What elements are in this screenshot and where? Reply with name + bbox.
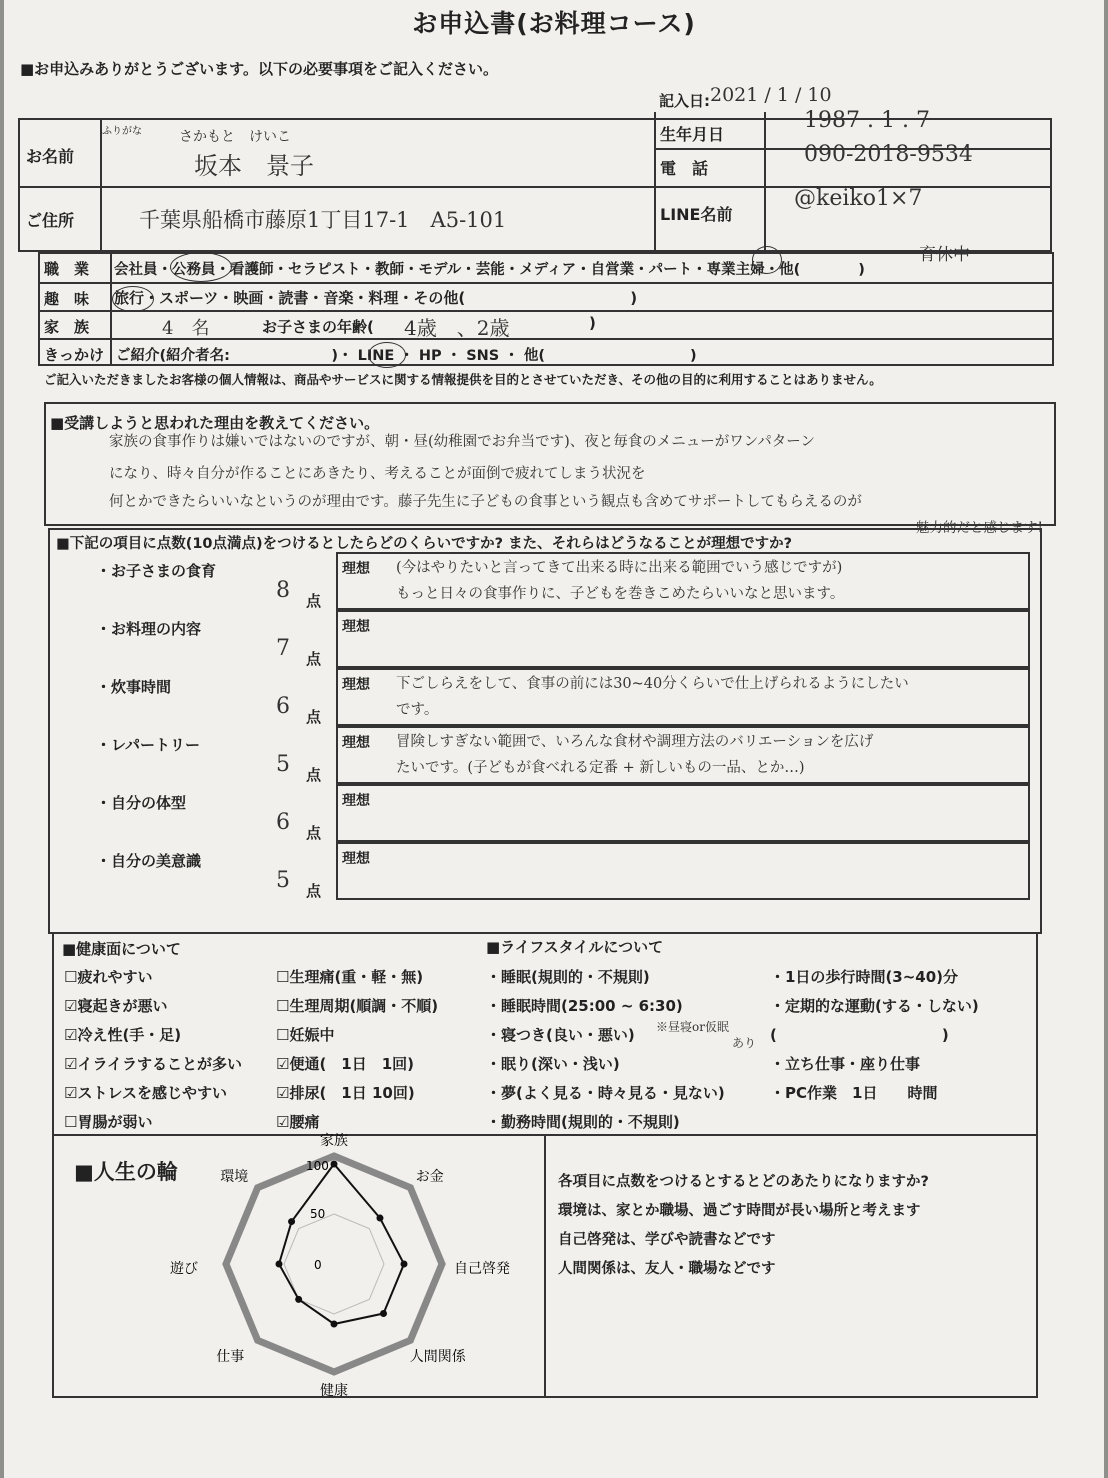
wheel-axis-label: 健康: [320, 1383, 348, 1399]
entry-date-value[interactable]: 2021 / 1 / 10: [710, 84, 832, 106]
wheel-desc-2: 環境は、家とか職場、過ごす時間が長い場所と考えます: [558, 1203, 921, 1219]
phone-value[interactable]: 090-2018-9534: [804, 142, 973, 167]
checklist-item[interactable]: ・眠り(深い・浅い): [486, 1055, 620, 1073]
score-value[interactable]: 6: [276, 694, 290, 719]
intro-text: ■お申込みありがとうございます。以下の必要事項をご記入ください。: [20, 60, 498, 78]
ideal-box[interactable]: [336, 784, 1030, 842]
ideal-text-line[interactable]: 冒険しすぎない範囲で、いろんな食材や調理方法のバリエーションを広げ: [396, 734, 874, 750]
job-note[interactable]: 育休中: [919, 245, 970, 265]
checklist-item[interactable]: ・PC作業 1日 時間: [770, 1084, 938, 1102]
checklist-item[interactable]: ☑ストレスを感じやすい: [64, 1084, 227, 1102]
score-unit: 点: [306, 824, 322, 842]
score-item-label: ・炊事時間: [96, 678, 172, 696]
line-value[interactable]: @keiko1×7: [794, 186, 923, 211]
form-title: お申込書(お料理コース): [412, 9, 696, 38]
checklist-item[interactable]: ・1日の歩行時間(3~40)分: [770, 968, 959, 986]
entry-date-label: 記入日:: [659, 92, 710, 110]
score-value[interactable]: 5: [276, 868, 290, 893]
checklist-item[interactable]: ・勤務時間(規則的・不規則): [486, 1113, 680, 1131]
children-ages[interactable]: 4歳 、2歳: [404, 316, 510, 340]
wheel-axis-label: 自己啓発: [454, 1261, 510, 1277]
job-options[interactable]: 会社員・公務員・看護師・セラピスト・教師・モデル・芸能・メディア・自営業・パート・専業主婦・他( ): [114, 262, 865, 278]
score-value[interactable]: 8: [276, 578, 290, 603]
health-heading: ■健康面について: [62, 940, 181, 958]
hobby-circle-mark: [112, 286, 154, 312]
checklist-item[interactable]: ・寝つき(良い・悪い): [486, 1026, 635, 1044]
ideal-box[interactable]: [336, 610, 1030, 668]
wheel-data-point: [331, 1161, 338, 1168]
ideal-text-line[interactable]: 下ごしらえをして、食事の前には30~40分くらいで仕上げられるようにしたい: [396, 676, 909, 692]
job-circle-mark: [170, 252, 232, 282]
address-label: ご住所: [26, 211, 75, 230]
checklist-item[interactable]: ☐疲れやすい: [64, 968, 153, 986]
wheel-axis-label: 人間関係: [409, 1348, 466, 1365]
ideal-text-line[interactable]: です。: [396, 702, 439, 718]
life-wheel-heading: ■人生の輪: [74, 1160, 178, 1184]
score-item-label: ・レパートリー: [96, 736, 200, 754]
lifestyle-note-1[interactable]: ※昼寝or仮眠: [656, 1020, 729, 1034]
trigger-circle-mark: [368, 342, 406, 368]
checklist-item[interactable]: ( ): [770, 1026, 949, 1044]
wheel-tick-label: 0: [314, 1258, 322, 1272]
checklist-item[interactable]: ・睡眠(規則的・不規則): [486, 968, 650, 986]
wheel-data-point: [295, 1296, 302, 1303]
ideal-label: 理想: [342, 561, 370, 577]
wheel-data-point: [376, 1215, 383, 1222]
score-value[interactable]: 7: [276, 636, 290, 661]
checklist-item[interactable]: ☑イライラすることが多い: [64, 1055, 242, 1073]
hobby-options[interactable]: 旅行・スポーツ・映画・読書・音楽・料理・その他( ): [114, 289, 638, 307]
lifestyle-note-2[interactable]: あり: [732, 1036, 757, 1050]
checklist-item[interactable]: ・睡眠時間(25:00 ~ 6:30): [486, 997, 683, 1015]
name-value[interactable]: 坂本 景子: [194, 152, 314, 180]
hobby-label: 趣 味: [44, 290, 90, 308]
wheel-axis-label: 仕事: [216, 1348, 245, 1365]
checklist-item[interactable]: ☐妊娠中: [276, 1026, 335, 1044]
privacy-notice: ご記入いただきましたお客様の個人情報は、商品やサービスに関する情報提供を目的とさせていただき、その他の目的に利用することはありません。: [44, 372, 882, 387]
score-item-label: ・自分の美意識: [96, 852, 202, 870]
checklist-item[interactable]: ☑便通( 1日 1回): [276, 1055, 415, 1073]
address-value[interactable]: 千葉県船橋市藤原1丁目17-1 A5-101: [139, 208, 507, 232]
reason-line-2[interactable]: になり、時々自分が作ることにあきたり、考えることが面倒で疲れてしまう状況を: [109, 466, 646, 482]
wheel-data-point: [288, 1218, 295, 1225]
life-wheel-chart: [170, 1133, 514, 1399]
ideal-text-line[interactable]: たいです。(子どもが食べれる定番 + 新しいもの一品、とか…): [396, 760, 805, 776]
reason-margin-note[interactable]: 魅力的だと感じます!: [916, 520, 1043, 536]
score-unit: 点: [306, 650, 322, 668]
score-item-label: ・自分の体型: [96, 794, 187, 812]
birthday-label: 生年月日: [660, 125, 725, 144]
phone-label: 電 話: [660, 159, 709, 178]
wheel-data-point: [380, 1310, 387, 1317]
checklist-item[interactable]: ☑排尿( 1日 10回): [276, 1084, 415, 1102]
score-unit: 点: [306, 592, 322, 610]
job-circle-mark-2: [752, 246, 782, 274]
wheel-axis-label: お金: [415, 1169, 444, 1186]
wheel-data-point: [401, 1261, 408, 1268]
checklist-item[interactable]: ☐生理痛(重・軽・無): [276, 968, 424, 986]
score-unit: 点: [306, 708, 322, 726]
wheel-desc-1: 各項目に点数をつけるとするとどのあたりになりますか?: [558, 1174, 929, 1190]
wheel-outer-ring: [226, 1156, 442, 1372]
name-label: お名前: [26, 147, 75, 166]
wheel-axis-label: 遊び: [170, 1261, 198, 1277]
furigana-label: ふりがな: [102, 126, 142, 137]
checklist-item[interactable]: ・夢(よく見る・時々見る・見ない): [486, 1084, 725, 1102]
ideal-text-line[interactable]: (今はやりたいと言ってきて出来る時に出来る範囲でいう感じですが): [396, 560, 843, 576]
lifestyle-heading: ■ライフスタイルについて: [486, 938, 664, 956]
ideal-label: 理想: [342, 619, 370, 635]
checklist-item[interactable]: ・立ち仕事・座り仕事: [770, 1055, 921, 1073]
children-close: ): [589, 314, 596, 332]
reason-heading: ■受講しようと思われた理由を教えてください。: [50, 414, 380, 432]
application-sheet: [4, 0, 1104, 1478]
trigger-options[interactable]: ご紹介(紹介者名: )・ LINE ・ HP ・ SNS ・ 他( ): [116, 348, 697, 364]
checklist-item[interactable]: ☐胃腸が弱い: [64, 1113, 153, 1131]
wheel-desc-3: 自己啓発は、学びや読書などです: [558, 1232, 776, 1248]
checklist-item[interactable]: ・定期的な運動(する・しない): [770, 997, 979, 1015]
line-label: LINE名前: [660, 205, 733, 224]
ideal-label: 理想: [342, 793, 370, 809]
score-item-label: ・お料理の内容: [96, 620, 202, 638]
wheel-data-point: [276, 1261, 283, 1268]
family-label: 家 族: [44, 318, 90, 336]
score-value[interactable]: 5: [276, 752, 290, 777]
checklist-item[interactable]: ☑腰痛: [276, 1113, 320, 1131]
furigana-value[interactable]: さかもと けいこ: [179, 129, 291, 145]
ideal-label: 理想: [342, 851, 370, 867]
score-value[interactable]: 6: [276, 810, 290, 835]
wheel-desc-4: 人間関係は、友人・職場などです: [558, 1261, 776, 1277]
reason-line-1[interactable]: 家族の食事作りは嫌いではないのですが、朝・昼(幼稚園でお弁当です)、夜と毎食のメニューがワンパターン: [109, 434, 816, 450]
wheel-tick-label: 50: [310, 1207, 326, 1221]
wheel-axis-label: 環境: [220, 1169, 249, 1186]
checklist-item[interactable]: ☑冷え性(手・足): [64, 1026, 182, 1044]
job-label: 職 業: [44, 260, 90, 278]
score-unit: 点: [306, 766, 322, 784]
trigger-label: きっかけ: [44, 346, 105, 364]
score-unit: 点: [306, 882, 322, 900]
ideal-box[interactable]: [336, 842, 1030, 900]
checklist-item[interactable]: ☑寝起きが悪い: [64, 997, 168, 1015]
ideal-label: 理想: [342, 735, 370, 751]
ideal-text-line[interactable]: もっと日々の食事作りに、子どもを巻きこめたらいいなと思います。: [396, 586, 845, 602]
children-label: お子さまの年齢(: [262, 318, 374, 336]
ideal-label: 理想: [342, 677, 370, 693]
score-item-label: ・お子さまの食育: [96, 562, 217, 580]
family-count[interactable]: 4 名: [162, 318, 210, 339]
birthday-value[interactable]: 1987 . 1 . 7: [804, 108, 930, 133]
wheel-tick-label: 100: [306, 1159, 329, 1173]
wheel-axis-label: 家族: [320, 1133, 348, 1149]
scores-heading: ■下記の項目に点数(10点満点)をつけるとしたらどのくらいですか? また、それらはどうなることが理想ですか?: [56, 536, 792, 552]
reason-line-3[interactable]: 何とかできたらいいなというのが理由です。藤子先生に子どもの食事という観点も含めてサポートしてもらえるのが: [109, 494, 862, 510]
wheel-data-point: [331, 1321, 338, 1328]
checklist-item[interactable]: ☐生理周期(順調・不順): [276, 997, 439, 1015]
